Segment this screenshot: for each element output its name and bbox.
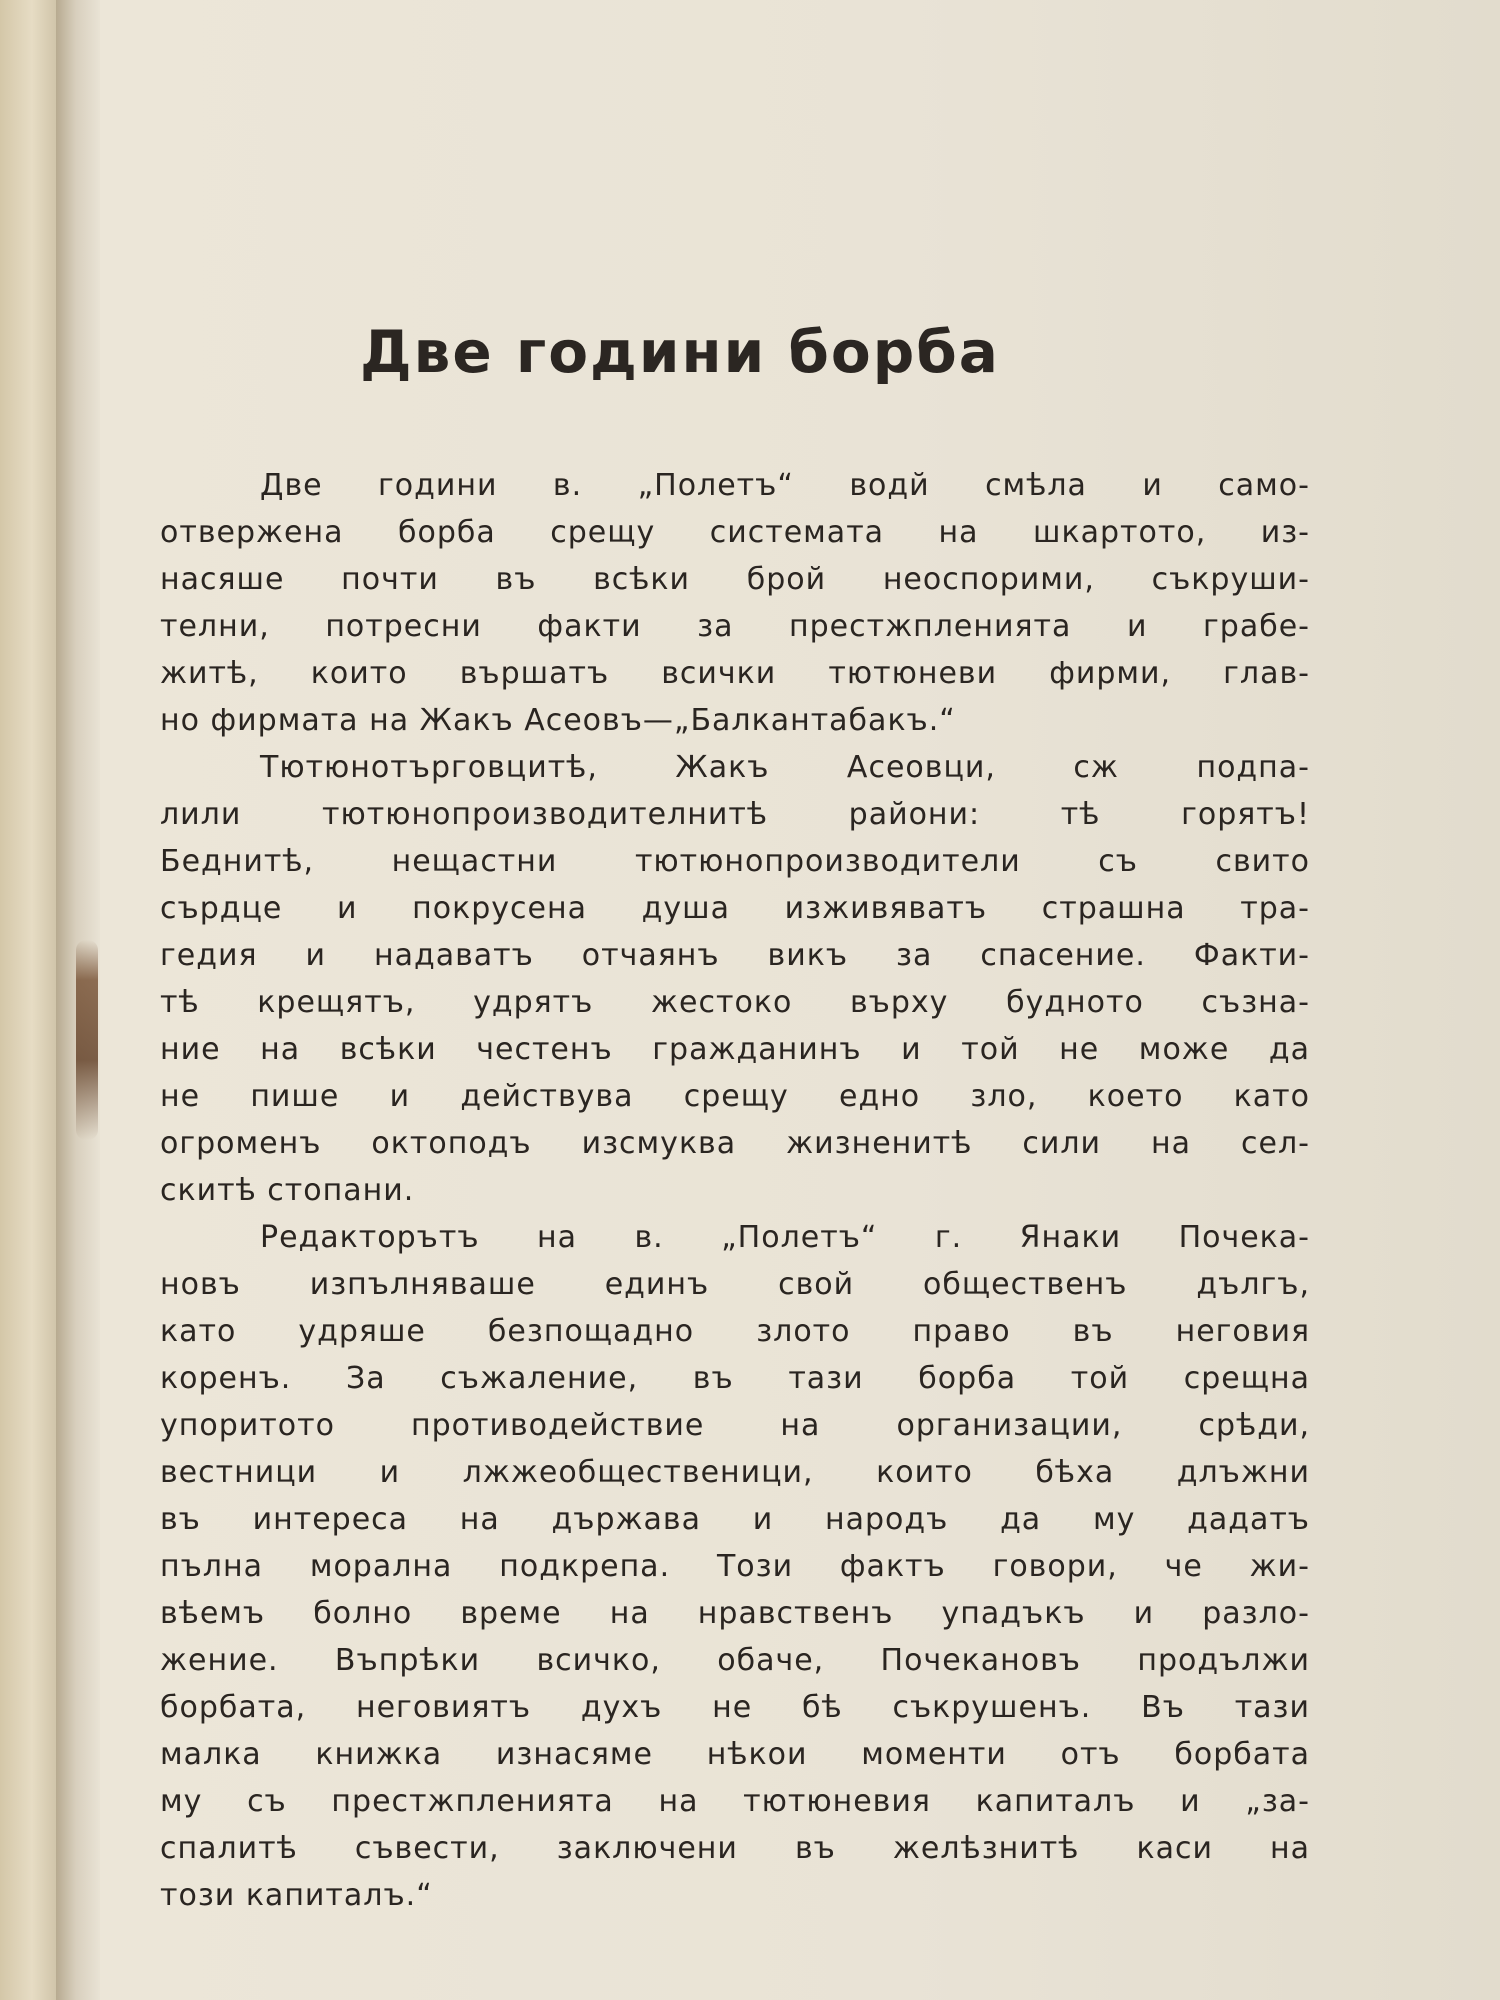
paragraph bbox=[160, 744, 1310, 1214]
text-line: Редакторътъ на в. „Полетъ“ г. Янаки Почека- bbox=[260, 1220, 1310, 1255]
text-line: упоритото противодействие на организации, срѣди, bbox=[160, 1408, 1310, 1443]
text-line: пълна морална подкрепа. Този фактъ говори, че жи- bbox=[160, 1549, 1310, 1584]
text-line: лили тютюнопроизводителнитѣ райони: тѣ горятъ! bbox=[160, 797, 1310, 832]
text-line: житѣ, които вършатъ всички тютюневи фирми, глав- bbox=[160, 656, 1310, 691]
text-line: въ интереса на държава и народъ да му дадатъ bbox=[160, 1502, 1310, 1537]
text-line: огроменъ октоподъ изсмуква жизненитѣ сили на сел- bbox=[160, 1126, 1310, 1161]
paragraph bbox=[160, 462, 1310, 744]
text-line: този капиталъ.“ bbox=[160, 1878, 433, 1913]
text-line: коренъ. За съжаление, въ тази борба той срещна bbox=[160, 1361, 1310, 1396]
text-line: Беднитѣ, нещастни тютюнопроизводители съ свито bbox=[160, 844, 1310, 879]
text-line: Две години в. „Полетъ“ водй смѣла и само- bbox=[260, 468, 1310, 503]
text-line: не пише и действува срещу едно зло, което като bbox=[160, 1079, 1310, 1114]
text-line: насяше почти въ всѣки брой неоспорими, съкруши- bbox=[160, 562, 1310, 597]
text-line: спалитѣ съвести, заключени въ желѣзнитѣ каси на bbox=[160, 1831, 1310, 1866]
book-page bbox=[100, 0, 1500, 2000]
text-line: вестници и лжжеобщественици, които бѣха длъжни bbox=[160, 1455, 1310, 1490]
text-line: Тютюнотърговцитѣ, Жакъ Асеовци, сж подпа- bbox=[260, 750, 1310, 785]
binding-stain bbox=[76, 940, 98, 1140]
text-line: но фирмата на Жакъ Асеовъ—„Балкантабакъ.“ bbox=[160, 703, 956, 738]
text-line: телни, потресни факти за престжпленията и грабе- bbox=[160, 609, 1310, 644]
text-line: му съ престжпленията на тютюневия капиталъ и „за- bbox=[160, 1784, 1310, 1819]
text-line: вѣемъ болно време на нравственъ упадъкъ и разло- bbox=[160, 1596, 1310, 1631]
body-text bbox=[160, 462, 1310, 1919]
left-page-edge bbox=[0, 0, 58, 2000]
text-line: скитѣ стопани. bbox=[160, 1173, 415, 1208]
page-title: Две години борба bbox=[360, 318, 1000, 386]
text-line: гедия и надаватъ отчаянъ викъ за спасение. Факти- bbox=[160, 938, 1310, 973]
text-line: жение. Въпрѣки всичко, обаче, Почекановъ продължи bbox=[160, 1643, 1310, 1678]
text-line: тѣ крещятъ, удрятъ жестоко върху будното съзна- bbox=[160, 985, 1310, 1020]
text-line: като удряше безпощадно злото право въ неговия bbox=[160, 1314, 1310, 1349]
text-line: сърдце и покрусена душа изживяватъ страшна тра- bbox=[160, 891, 1310, 926]
text-line: борбата, неговиятъ духъ не бѣ съкрушенъ. Въ тази bbox=[160, 1690, 1310, 1725]
text-line: новъ изпълняваше единъ свой общественъ дългъ, bbox=[160, 1267, 1310, 1302]
text-line: малка книжка изнасяме нѣкои моменти отъ борбата bbox=[160, 1737, 1310, 1772]
text-line: отвержена борба срещу системата на шкартото, из- bbox=[160, 515, 1310, 550]
text-line: ние на всѣки честенъ гражданинъ и той не може да bbox=[160, 1032, 1310, 1067]
paragraph bbox=[160, 1214, 1310, 1919]
